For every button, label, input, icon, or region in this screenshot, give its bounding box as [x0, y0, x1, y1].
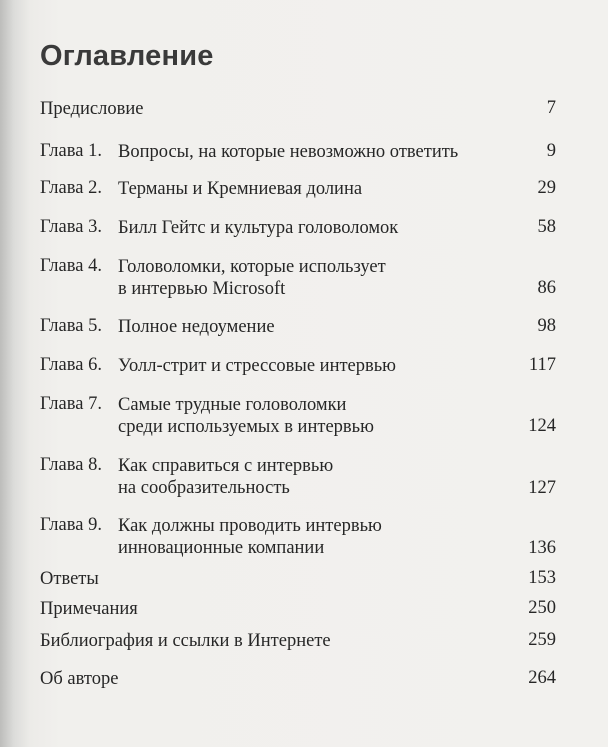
- toc-entry-page: 264: [528, 668, 556, 688]
- toc-entry-page: 259: [528, 630, 556, 650]
- toc-entry-page: 86: [537, 278, 556, 298]
- toc-entry-title: Полное недоумение: [118, 317, 275, 337]
- toc-entry-chapter: Глава 5.: [40, 316, 102, 336]
- toc-entry-chapter: Глава 8.: [40, 455, 102, 475]
- toc-entry-title: Ответы: [40, 569, 99, 589]
- toc-entry-title: Как должны проводить интервью инновационные компании: [118, 516, 382, 558]
- toc-entry-title: Вопросы, на которые невозможно ответить: [118, 142, 459, 162]
- toc-entry-page: 127: [528, 478, 556, 498]
- toc-entry-title: Головоломки, которые использует в интервью Microsoft: [118, 257, 386, 299]
- toc-entry-chapter: Глава 3.: [40, 217, 102, 237]
- toc-entry-page: 29: [537, 178, 556, 198]
- toc-entry-page: 98: [537, 316, 556, 336]
- toc-entry-chapter: Глава 9.: [40, 515, 102, 535]
- toc-entry-chapter: Глава 7.: [40, 394, 102, 414]
- toc-entry-title: Библиография и ссылки в Интернете: [40, 631, 331, 651]
- toc-entry-title: Уолл-стрит и стрессовые интервью: [118, 356, 397, 376]
- toc-entry-title: Билл Гейтс и культура головоломок: [118, 218, 399, 238]
- toc-entry-chapter: Глава 1.: [40, 141, 102, 161]
- toc-entry-chapter: Глава 2.: [40, 178, 102, 198]
- toc-entry-title: Предисловие: [40, 99, 144, 119]
- toc-entry-chapter: Глава 6.: [40, 355, 102, 375]
- toc-entry-title: Как справиться с интервью на сообразительность: [118, 456, 334, 498]
- toc-entry-page: 153: [528, 568, 556, 588]
- toc-entry-title: Примечания: [40, 599, 138, 619]
- toc-entry-page: 250: [528, 598, 556, 618]
- page-title: Оглавление: [40, 40, 214, 72]
- toc-entry-title: Самые трудные головоломки среди используемых в интервью: [118, 395, 374, 437]
- toc-entry-page: 136: [528, 538, 556, 558]
- toc-entry-chapter: Глава 4.: [40, 256, 102, 276]
- toc-entry-title: Об авторе: [40, 669, 119, 689]
- toc-entry-page: 117: [528, 355, 556, 375]
- toc-entry-page: 9: [546, 141, 556, 161]
- toc-entry-page: 124: [528, 416, 556, 436]
- toc-entry-page: 7: [546, 98, 556, 118]
- toc-entry-title: Терманы и Кремниевая долина: [118, 179, 363, 199]
- toc-entry-page: 58: [537, 217, 556, 237]
